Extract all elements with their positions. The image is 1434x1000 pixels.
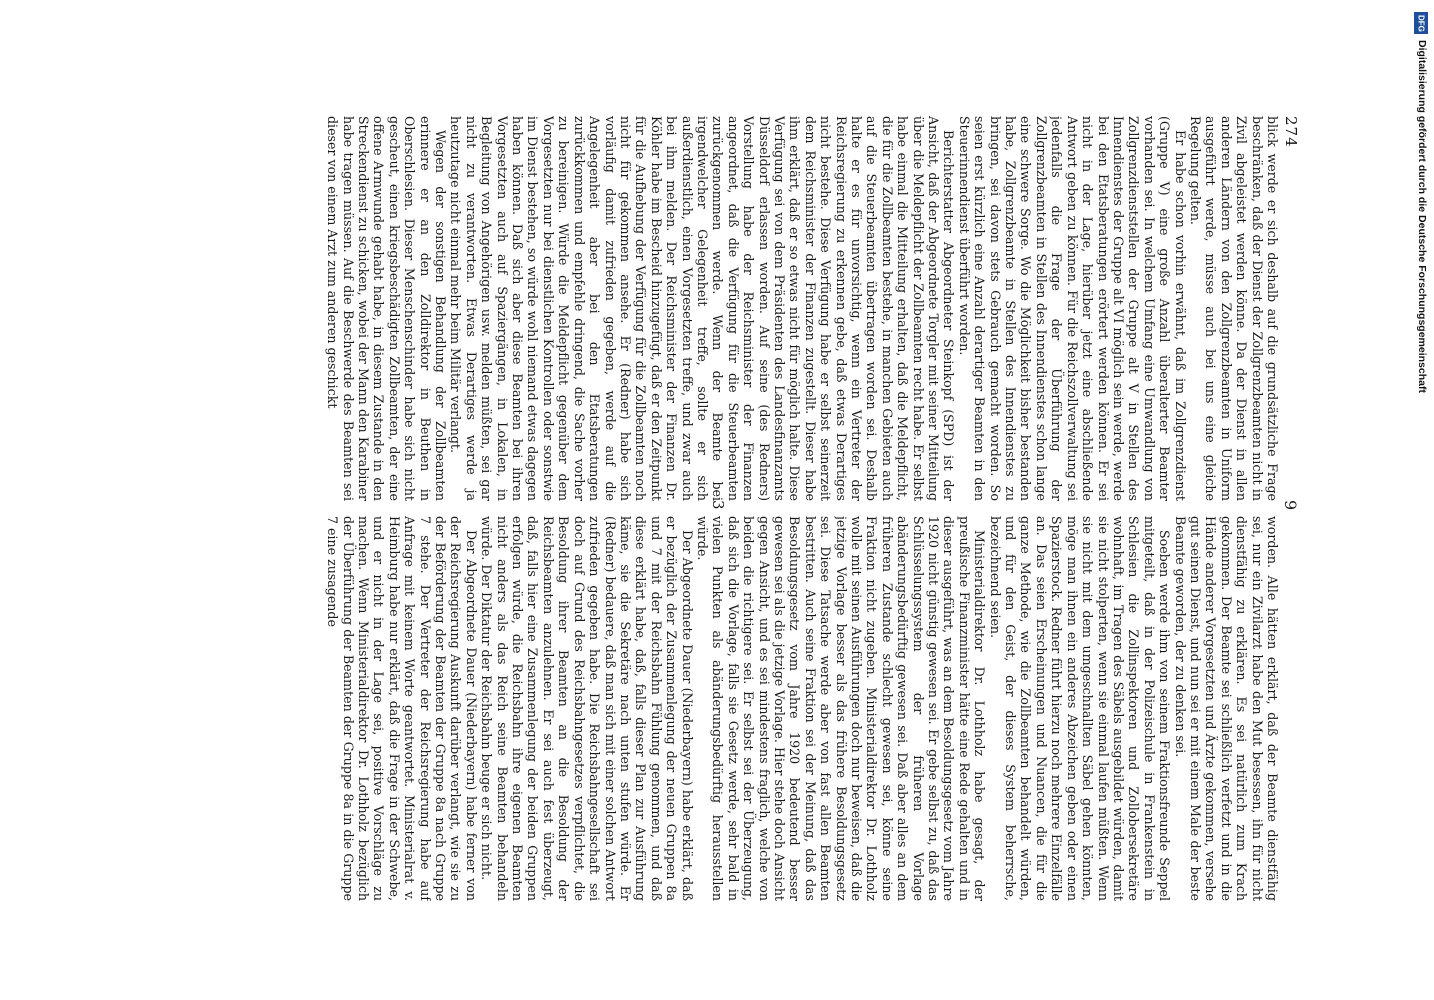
text-column-right <box>325 516 1280 901</box>
page-rotated-content <box>92 108 1302 908</box>
dfg-sidebar <box>1404 6 1432 706</box>
paragraph: Der Abgeordnete Dauer (Niederbayern) habe erklärt, daß er bezüglich der Zusammenlegung der neuen Gruppen 8a und 7 mit der Reichsbahn Fühlung genommen, und daß diese erklärt habe, daß, falls dieser Plan zur Ausführung käme, sie die Sekretäre nach unten stufen würde. Er (Redner) bedauere, daß man sich mit einer solchen Antwort zufrieden gegeben habe. Die Reichsbahngesellschaft sei doch auf Grund des Reichsbahngesetzes verpflichtet, die Besoldung ihrer Beamten an die Besoldung der Reichsbeamten anzulehnen. Er sei auch fest überzeugt, daß, falls hier eine Zusammenlegung der beiden Gruppen erfolgen würde, die Reichsbahn ihre eigenen Beamten nicht anders als das Reich seine Beamten behandeln würde. Der Diktatur der Reichsbahn beuge er sich nicht. <box>479 516 695 901</box>
page-marker: 9 <box>1281 500 1300 512</box>
paragraph: Er habe schon vorhin erwähnt, daß im Zollgrenzdienst (Gruppe V) eine große Anzahl überalterter Beamter vorhanden sei. In welchem Umfang eine Umwandlung von Zollgrenzdienststellen der Gruppe alt V in Stellen des Innendienstes der Gruppe alt VI möglich sein werde, werde bei den Etatsberatungen erörtert werden können. Er sei nicht in der Lage, hierüber jetzt eine abschließende Antwort geben zu können. Für die Reichszollverwaltung sei jedenfalls die Frage der Überführung der Zollgrenzbeamten in Stellen des Innendienstes schon lange eine schwere Sorge. Wo die Möglichkeit bisher bestanden habe, Zollgrenzbeamte in Stellen des Innendienstes zu bringen, sei davon stets Gebrauch gemacht worden. So seien erst kürzlich eine Anzahl derartiger Beamten in den Steuerinnendienst überführt worden. <box>956 116 1188 501</box>
paragraph: Der Abgeordnete Dauer (Niederbayern) habe ferner von der Reichsregierung Auskunft darüber verlangt, wie sie zu der Beförderung der Beamten der Gruppe 8a nach Gruppe 7 stehe. Der Vertreter der Reichsregierung habe auf Anfrage mit keinem Worte geantwortet. Ministerialrat v. Heimburg habe nur erklärt, daß die Frage in der Schwebe, und er nicht in der Lage sei, positive Vorschläge zu machen. Wenn Ministerialdirektor Dr. Lothholz bezüglich der Überführung der Beamten der Gruppe 8a in die Gruppe 7 eine zusagende <box>325 516 479 901</box>
paragraph: Ministerialdirektor Dr. Lothholz habe gesagt, der preußische Finanzminister hätte eine Rede gehalten und in dieser ausgeführt, was an dem Besoldungsgesetz vom Jahre 1920 nicht günstig gewesen sei. Er gebe selbst zu, daß das Schlüsselungssystem der früheren Vorlage abänderungsbedürftig gewesen sei. Daß aber alles an dem früheren Zustande schlecht gewesen sei, könne seine Fraktion nicht zugeben. Ministerialdirektor Dr. Lothholz wolle mit seinen Ausführungen doch nur beweisen, daß die jetzige Vorlage besser als das frühere Besoldungsgesetz sei. Diese Tatsache werde aber von fast allen Beamten bestritten. Auch seine Fraktion sei der Meinung, daß das Besoldungsgesetz vom Jahre 1920 bedeutend besser gewesen sei als die jetzige Vorlage. Hier stehe doch Ansicht gegen Ansicht, und es sei mindestens fraglich, welche von beiden die richtigere sei. Er selbst sei der Überzeugung, daß sich die Vorlage, falls sie Gesetz werde, sehr bald in vielen Punkten als abänderungsbedürftig herausstellen würde. <box>694 516 988 901</box>
paragraph: Soeben werde ihm von seinem Fraktionsfreunde Seppel mitgeteilt, daß in der Polizeischule in Frankenstein in Schlesien die Zollinspektoren und Zollobersekretäre wohnhaft, im Tragen des Säbels ausgebildet würden, damit sie nicht stolperten, wenn sie einmal laufen müßten. Wenn sie nicht mit dem umgeschnallten Säbel gehen könnten, möge man ihnen ein anderes Abzeichen geben oder einen Spazierstock. Redner führt hierzu noch mehrere Einzelfälle an. Das seien Erscheinungen und Nuancen, die für die ganze Methode, wie die Zollbeamten behandelt würden, und für den Geist, der dieses System beherrsche, bezeichnend seien. <box>987 516 1173 901</box>
page-number: 274 <box>1282 116 1300 148</box>
paragraph: Wegen der sonstigen Behandlung der Zollbeamten erinnere er an den Zolldirektor in Beuthen in Oberschlesien. Dieser Menschenschinder habe sich nicht gescheut, einen kriegsbeschädigten Zollbeamten, der eine offene Armwunde gehabt habe, in diesem Zustande in den Streckendienst zu schicken, wobei der Mann den Karabiner habe tragen müssen. Auf die Beschwerde des Beamten sei dieser von einem Arzt zum anderen geschickt <box>325 116 449 501</box>
paragraph: worden. Alle hätten erklärt, daß der Beamte dienstfähig sei, nur ein Zivilarzt habe den Mut besessen, ihn für nicht dienstfähig zu erklären. Es sei natürlich zum Krach gekommen. Der Beamte sei schließlich verfetzt und in die Hände anderer Vorgesetzten und Ärzte gekommen, versehe gut seinen Dienst, und nun sei er mit einem Male der beste Beamte geworden, der zu denken sei. <box>1172 516 1280 901</box>
dfg-funding-notice: Digitalisierung gefördert durch die Deutsche Forschungsgemeinschaft <box>1416 40 1428 393</box>
scanned-page <box>92 108 1302 908</box>
dfg-logo: DFG <box>1414 12 1428 34</box>
page-spread <box>325 108 1302 908</box>
paragraph: blick werde er sich deshalb auf die grundsätzliche Frage beschränken, daß der Dienst der Zollgrenzbeamten nicht in Zivil abgeleistet werden könne. Da der Dienst in allen anderen Ländern von den Zollgrenzbeamten in Uniform ausgeführt werde, müsse auch bei uns eine gleiche Regelung gelten. <box>1187 116 1280 501</box>
text-column-left <box>325 116 1280 501</box>
footer-page-number: 3 <box>709 500 727 510</box>
paragraph: Berichterstatter Abgeordneter Steinkopf (SPD) ist der Ansicht, daß der Abgeordnete Torgler mit seiner Mitteilung über die Meldepflicht der Zollbeamten recht habe. Er selbst habe einmal die Mitteilung erhalten, daß die Meldepflicht, die für die Zollbeamten bestehe, in manchen Gebieten auch auf die Steuerbeamten übertragen worden sei. Deshalb halte er es für unvorsichtig, wenn ein Vertreter der Reichsregierung zu erkennen gebe, daß etwas Derartiges nicht bestehe. Diese Verfügung habe er selbst seinerzeit dem Reichsminister der Finanzen zugestellt. Dieser habe ihm erklärt, daß er so etwas nicht für möglich halte. Diese Verfügung sei von dem Präsidenten des Landesfinanzamts Düsseldorf erlassen worden. Auf seine (des Redners) Vorstellung habe der Reichsminister der Finanzen angeordnet, daß die Verfügung für die Steuerbeamten zurückgenommen werde. Wenn der Beamte bei irgendwelcher Gelegenheit treffe, sollte er sich außerdienstlich, einen Vorgesetzten treffe, und zwar auch bei ihm melden. Der Reichsminister der Finanzen Dr. Köhler habe im Bescheid hinzugefügt, daß er den Zeitpunkt für die Aufhebung der Verfügung für die Zollbeamten noch nicht für gekommen ansehe. Er (Redner) habe sich vorläufig damit zufrieden gegeben, werde auf die Angelegenheit aber bei den Etatsberatungen zurückkommen und empfehle dringend, die Sache vorher zu bereinigen. Würde die Meldepflicht gegenüber dem Vorgesetzten nur bei dienstlichen Kontrollen oder sonstwie im Dienst bestehen, so würde wohl niemand etwas dagegen haben können. Daß sich aber diese Beamten bei ihren Vorgesetzten auch auf Spaziergängen, in Lokalen, in Begleitung von Angehörigen usw. melden müßten, sei gar nicht zu verantworten. Etwas Derartiges werde ja heutzutage nicht einmal mehr beim Militär verlangt. <box>448 116 957 501</box>
